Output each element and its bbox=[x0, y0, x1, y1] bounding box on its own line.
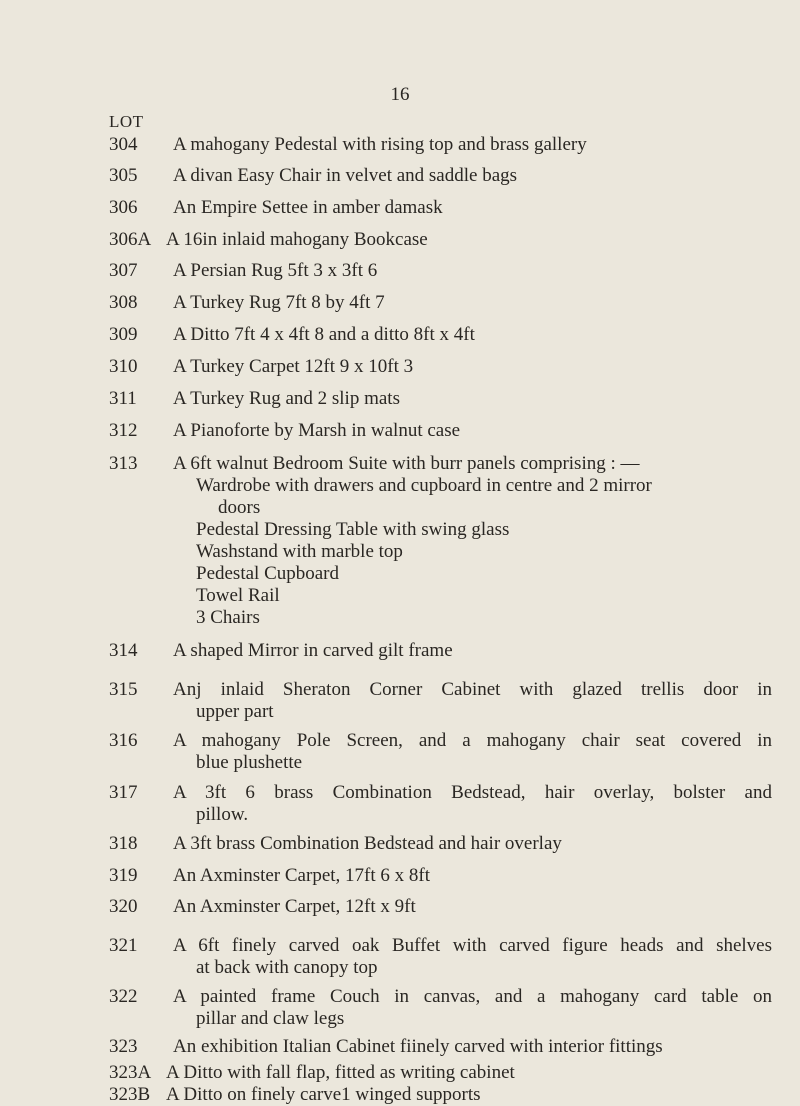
lot-number: 306 bbox=[109, 197, 138, 218]
page-number: 16 bbox=[390, 84, 410, 105]
lot-description-text: A Turkey Rug and 2 slip mats bbox=[173, 388, 400, 409]
lot-description-text: A divan Easy Chair in velvet and saddle bags bbox=[173, 165, 518, 186]
lot-description bbox=[173, 1036, 772, 1058]
lot-description-text: A mahogany Pole Screen, and a mahogany chair seat covered in bbox=[173, 730, 772, 751]
lot-number: 305 bbox=[109, 165, 138, 186]
lot-number: 323 bbox=[109, 1036, 138, 1057]
lot-number: 311 bbox=[109, 388, 137, 409]
lot-description-text: A mahogany Pedestal with rising top and brass gallery bbox=[173, 134, 587, 155]
lot-description bbox=[173, 896, 772, 918]
lot-description-text: An Empire Settee in amber damask bbox=[173, 197, 443, 218]
lot-description bbox=[173, 260, 772, 282]
suite-item: doors bbox=[218, 497, 261, 518]
lot-number: 310 bbox=[109, 356, 138, 377]
lot-description bbox=[166, 1062, 772, 1084]
lot-description bbox=[173, 388, 772, 410]
suite-items-list bbox=[196, 475, 652, 629]
lot-description bbox=[173, 197, 772, 219]
lot-number: 317 bbox=[109, 782, 138, 803]
lot-number: 306A bbox=[109, 229, 152, 250]
lot-description bbox=[173, 782, 772, 826]
lot-description-text: A Pianoforte by Marsh in walnut case bbox=[173, 420, 461, 441]
lot-description bbox=[173, 420, 772, 442]
lot-description-text: An Axminster Carpet, 17ft 6 x 8ft bbox=[173, 865, 430, 886]
lot-number: 304 bbox=[109, 134, 138, 155]
lot-description bbox=[173, 292, 772, 314]
lot-number: 314 bbox=[109, 640, 138, 661]
lot-description-text: A Ditto 7ft 4 x 4ft 8 and a ditto 8ft x 4ft bbox=[173, 324, 475, 345]
lot-description-text: A Turkey Carpet 12ft 9 x 10ft 3 bbox=[173, 356, 414, 377]
lot-description bbox=[173, 134, 772, 156]
lot-description bbox=[173, 865, 772, 887]
suite-item: Washstand with marble top bbox=[196, 541, 403, 562]
lot-number: 309 bbox=[109, 324, 138, 345]
suite-item: Wardrobe with drawers and cupboard in centre and 2 mirror bbox=[196, 475, 652, 496]
lot-number: 315 bbox=[109, 679, 138, 700]
lot-description-text: A 3ft 6 brass Combination Bedstead, hair overlay, bolster and bbox=[173, 782, 772, 803]
lot-description-text: A shaped Mirror in carved gilt frame bbox=[173, 640, 453, 661]
lot-description-continuation: pillar and claw legs bbox=[196, 1008, 345, 1029]
lot-number: 323B bbox=[109, 1084, 151, 1105]
lot-number: 321 bbox=[109, 935, 138, 956]
lot-number: 308 bbox=[109, 292, 138, 313]
lot-number: 320 bbox=[109, 896, 138, 917]
lot-description bbox=[166, 229, 772, 251]
lot-number: 323A bbox=[109, 1062, 152, 1083]
lot-description-text: A Turkey Rug 7ft 8 by 4ft 7 bbox=[173, 292, 385, 313]
lot-description bbox=[173, 324, 772, 346]
lot-description bbox=[173, 679, 772, 723]
lot-description-continuation: pillow. bbox=[196, 804, 249, 825]
lot-description-text: A Ditto on finely carve1 winged supports bbox=[166, 1084, 481, 1105]
lot-description-text: A painted frame Couch in canvas, and a mahogany card table on bbox=[173, 986, 772, 1007]
lot-description bbox=[173, 935, 772, 979]
lot-description-continuation: blue plushette bbox=[196, 752, 303, 773]
lot-number: 307 bbox=[109, 260, 138, 281]
lot-number: 312 bbox=[109, 420, 138, 441]
lot-description-text: A 3ft brass Combination Bedstead and hair overlay bbox=[173, 833, 562, 854]
lot-description-text: Anj inlaid Sheraton Corner Cabinet with glazed trellis door in bbox=[173, 679, 772, 700]
suite-item: 3 Chairs bbox=[196, 607, 260, 628]
lot-description bbox=[173, 453, 772, 475]
lot-description-text: A Persian Rug 5ft 3 x 3ft 6 bbox=[173, 260, 378, 281]
lot-description bbox=[173, 165, 772, 187]
lot-description-continuation: upper part bbox=[196, 701, 274, 722]
lot-description-text: A 6ft walnut Bedroom Suite with burr panels comprising : — bbox=[173, 453, 640, 474]
lot-description bbox=[173, 730, 772, 774]
lot-description bbox=[173, 833, 772, 855]
lot-number: 313 bbox=[109, 453, 138, 474]
suite-item: Towel Rail bbox=[196, 585, 280, 606]
lot-description-text: A 6ft finely carved oak Buffet with carved figure heads and shelves bbox=[173, 935, 772, 956]
lot-description-continuation: at back with canopy top bbox=[196, 957, 378, 978]
lot-number: 319 bbox=[109, 865, 138, 886]
lot-number: 322 bbox=[109, 986, 138, 1007]
suite-item: Pedestal Cupboard bbox=[196, 563, 340, 584]
lot-number: 318 bbox=[109, 833, 138, 854]
lot-description bbox=[166, 1084, 772, 1106]
lot-column-header: LOT bbox=[109, 112, 144, 131]
lot-description-text: An exhibition Italian Cabinet fiinely carved with interior fittings bbox=[173, 1036, 663, 1057]
suite-item: Pedestal Dressing Table with swing glass bbox=[196, 519, 510, 540]
lot-number: 316 bbox=[109, 730, 138, 751]
lot-description-text: An Axminster Carpet, 12ft x 9ft bbox=[173, 896, 416, 917]
lot-description-text: A 16in inlaid mahogany Bookcase bbox=[166, 229, 428, 250]
lot-description bbox=[173, 640, 772, 662]
lot-description bbox=[173, 356, 772, 378]
lot-description-text: A Ditto with fall flap, fitted as writing cabinet bbox=[166, 1062, 515, 1083]
lot-description bbox=[173, 986, 772, 1030]
